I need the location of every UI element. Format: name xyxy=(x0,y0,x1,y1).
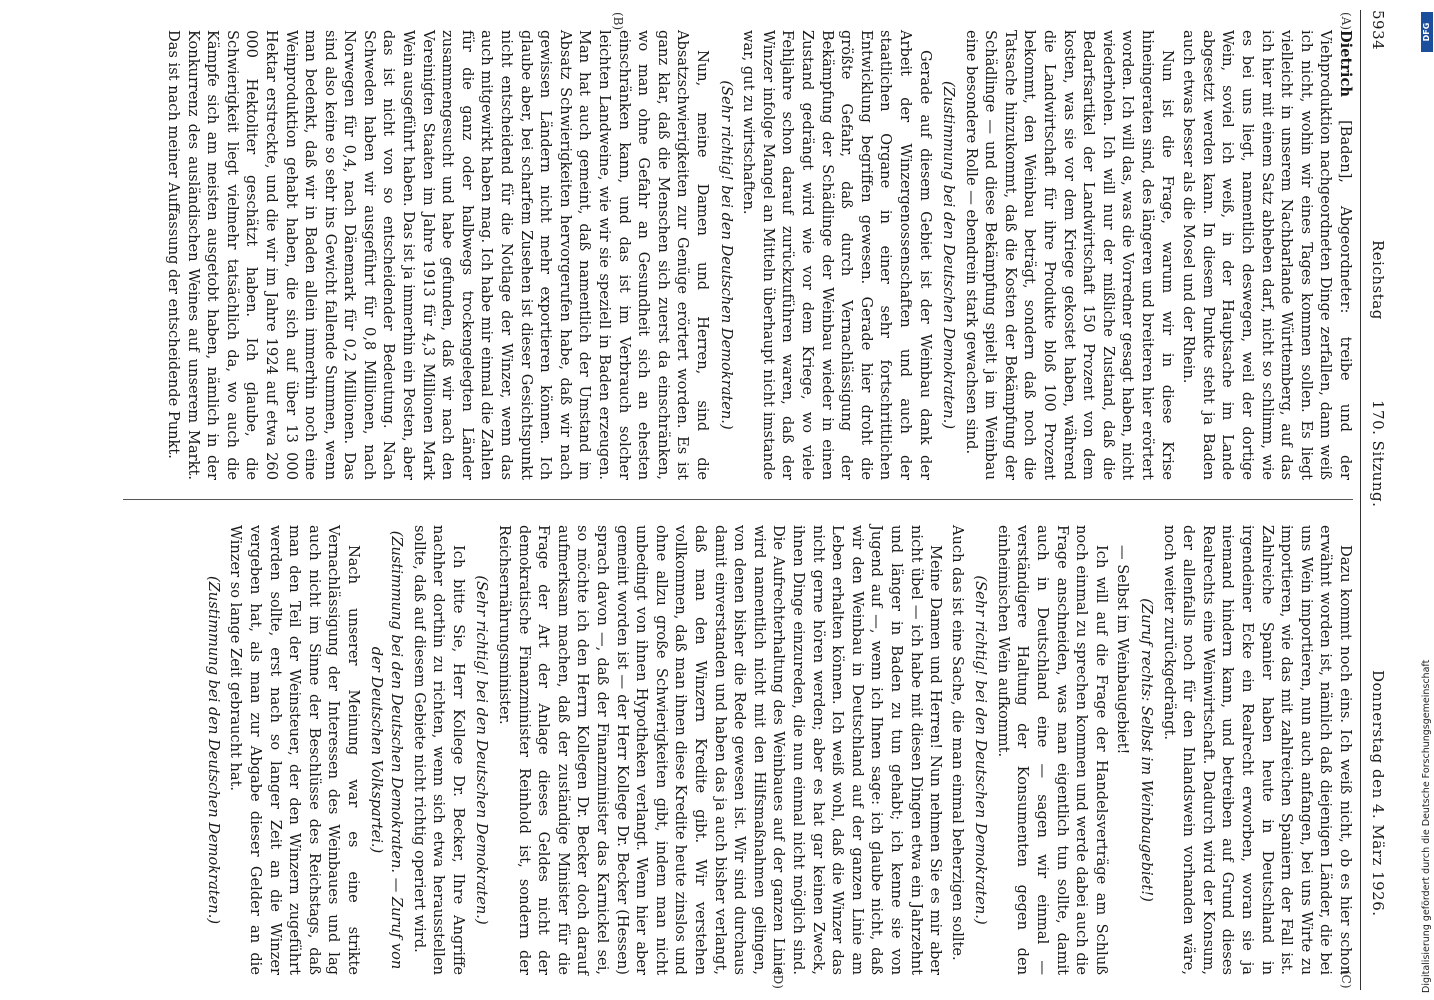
paragraph: Dazu kommt noch eins. Ich weiß nicht, ob es hier schon erwähnt worden ist, nämlich daß diejenigen Länder, die bei uns Wein importieren, nun auch anfangen, bei uns Wirte zu importieren, wie das mit zahlreichen Spaniern der Fall ist. Zahlreiche Spanier haben heute in Deutschland in irgendeiner Ecke ein Realrecht erworben, woran sie ja niemand hindern kann, und betreiben auf Grund dieses Realrechts eine Weinwirtschaft. Dadurch wird der Konsum, der allenfalls noch für den Inlandswein vorhanden wäre, noch weiter zurückgedrängt. xyxy=(1160,525,1354,975)
margin-mark-a: (A) xyxy=(1339,12,1353,31)
dfg-logo-icon: DFG xyxy=(1421,12,1433,52)
paragraph: Ich bitte Sie, Herr Kollege Dr. Becker, Ihre Angriffe nachher dorthin zu richten, wenn sich etwa herausstellen sollte, daß auf diesem Gebiete nicht richtig operiert wird. xyxy=(410,525,467,975)
header-rule xyxy=(1360,10,1361,990)
margin-mark-c: (C) xyxy=(1339,970,1353,989)
paragraph: Auch das ist eine Sache, die man einmal beherzigen sollte. xyxy=(948,525,966,961)
header-title: Reichstag xyxy=(1369,240,1387,320)
paragraph: Ich will auf die Frage der Handelsverträge am Schluß noch einmal zu sprechen kommen und werde dabei auch die Frage anschneiden, was man eigentlich tun sollte, damit auch in Deutschland eine — sagen wir einmal — verständigere Haltung der Konsumenten gegen den einheimischen Wein aufkommt. xyxy=(994,525,1110,975)
paragraph: Nun ist die Frage, warum wir in diese Krise hineingeraten sind, des längeren und breiteren hier erörtert worden. Ich will das, was die Vorredner gesagt haben, nicht wiederholen. Ich will nur der mißliche Zustand, daß die Bedarfsartikel der Landwirtschaft 150 Prozent von dem kosten, was sie vor dem Kriege gekostet haben, während die Landwirtschaft für ihre Produkte bloß 100 Prozent bekommt, den Weinbau beträgt, sondern daß noch die Tatsache hinzukommt, daß die Kosten der Bekämpfung der Schädlinge — und diese Bekämpfung spielt ja im Weinbau eine besondere Rolle — ebendrein stark gewachsen sind. xyxy=(962,30,1176,480)
speaker-note: [Baden], Abgeordneter: xyxy=(1337,120,1354,314)
digitization-watermark xyxy=(1420,8,1434,993)
left-column xyxy=(161,30,1355,480)
document-page xyxy=(105,10,1395,990)
margin-mark-b: (B) xyxy=(611,12,625,31)
page-number: 5934 xyxy=(1369,10,1387,51)
interjection: (Sehr richtig! bei den Deutschen Demokraten.) xyxy=(717,80,735,430)
margin-mark-d: (D) xyxy=(771,970,785,989)
paragraph: Nun, meine Damen und Herren, sind die Absatzschwierigkeiten zur Genüge erörtert worden. Es ist ganz klar, daß die Menschen sich zuerst da einschränken, wo man ohne Gefahr an Gesundheit sich an ehesten einschränken kann, und das ist im Verbrauch solcher leichten Landweine, wie wir sie speziell in Baden erzeugen. Man hat auch gemeint, daß namentlich der Umstand im Absatz Schwierigkeiten hervorgerufen habe, daß wir nach gewissen Ländern nicht mehr exportieren können. Ich glaube aber, bei scharfem Zusehen ist dieser Gesichtspunkt nicht entscheidend für die Notlage der Winzer, wenn das auch mitgewirkt haben mag. Ich habe mir einmal die Zahlen für die ganz oder halbwegs trockengelegten Länder zusammengesucht und habe gefunden, daß wir nach den Vereinigten Staaten im Jahre 1913 für 4,3 Millionen Mark Wein ausgeführt haben. Das ist ja immerhin ein Posten, aber das ist nicht von so entscheidender Bedeutung. Nach Schweden haben wir ausgeführt für 0,8 Millionen, nach Norwegen für 0,4, nach Dänemark für 0,2 Millionen. Das sind also keine so sehr ins Gewicht fallende Summen, wenn man bedenkt, daß wir in Baden allein immerhin noch eine Weinproduktion gehabt haben, die sich auf über 13 000 Hektar erstreckte, und die wir im Jahre 1924 auf etwa 260 000 Hektoliter geschätzt haben. Ich glaube, die Schwierigkeit liegt vielmehr tatsächlich da, wo auch die Kämpfe sich am meisten ausgetobt haben, nämlich in der Konkurrenz des ausländischen Weines auf unserem Markt. Das ist nach meiner Auffassung der entscheidende Punkt. xyxy=(164,30,711,480)
paragraph: Meine Damen und Herren! Nun nehmen Sie es mir aber nicht übel — ich habe mit diesen Dingen etwa ein Jahrzehnt und länger in Baden zu tun gehabt; ich kenne sie von Jugend auf —, wenn ich Ihnen sage: ich glaube nicht, daß wir den Weinbau in Deutschland auf der ganzen Linie am Leben erhalten können. Ich weiß wohl, daß die Winzer das nicht gerne hören werden; aber es hat gar keinen Zweck, ihnen Dinge einzureden, die nun einmal nicht möglich sind. Die Aufrechterhaltung des Weinbaues auf der ganzen Linie wird namentlich nicht mit den Hilfsmaßnahmen gelingen, von denen bisher die Rede gewesen ist. Wir sind durchaus damit einverstanden und haben das ja auch bisher verlangt, daß man den Winzern Kredite gibt. Wir verstehen vollkommen, daß man ihnen diese Kredite heute zinslos und ohne allzu große Schwierigkeiten gibt, indem man nicht unbedingt von ihnen Hypotheken verlangt. Wenn hier aber gemeint worden ist — der Herr Kollege Dr. Becker (Hessen) sprach davon —, daß der Finanzminister das Karnickel sei, so möchte ich den Herrn Kollegen Dr. Becker doch darauf aufmerksam machen, daß der zuständige Minister für die Frage der Art der Anlage dieses Geldes nicht der demokratische Finanzminister Reinhold ist, sondern der Reichsernährungsminister. xyxy=(496,525,945,975)
speaker-name: Dietrich xyxy=(1337,30,1354,97)
interjection: (Zustimmung bei den Deutschen Demokraten. — Zuruf von der Deutschen Volkspartei.) xyxy=(368,530,406,970)
speech-opening xyxy=(1179,30,1355,480)
paragraph: — Selbst im Weinbaugebiet! xyxy=(1114,545,1132,755)
paragraph: Gerade auf diesem Gebiet ist der Weinbau dank der Arbeit der Winzergenossenschaften und auch der staatlichen Organe in einer sehr fortschrittlichen Entwicklung begriffen gewesen. Gerade hier droht die größte Gefahr, daß durch Vernachlässigung der Bekämpfung der Schädlinge der Weinbau wieder in einen Zustand gedrängt wird wie vor dem Kriege, wo viele Fehljahre schon darauf zurückzuführen waren, daß der Winzer infolge Mangel an Mitteln überhaupt nicht imstande war, gut zu wirtschaften. xyxy=(740,30,934,480)
column-rule xyxy=(123,499,1353,500)
watermark-text: Digitalisierung gefördert durch die Deutsche Forschungsgemeinschaft xyxy=(1421,659,1432,993)
header-date: Donnerstag den 4. März 1926. xyxy=(1369,670,1387,917)
right-column xyxy=(199,525,1355,975)
interjection: (Zuruf rechts: Selbst im Weinbaugebiet!) xyxy=(1138,598,1156,902)
page-header xyxy=(1359,10,1395,990)
interjection: (Zustimmung bei den Deutschen Demokraten.) xyxy=(204,575,222,925)
paragraph: treibe und der Viehproduktion nachgeordneten Dinge zerfallen, dann weiß ich nicht, wohin wir eines Tages kommen sollen. Es liegt vielleicht in unserem Nachbarlande Württemberg, auf das ich hier mit einem Satz abheben darf, nicht so schlimm, wie es bei uns liegt, namentlich deswegen, weil der dortige Wein, soviel ich weiß, in der Hauptsache im Lande abgesetzt werden kann. In diesem Punkte steht ja Baden auch etwas besser als die Mosel und der Rhein. xyxy=(1180,30,1354,481)
interjection: (Sehr richtig! bei den Deutschen Demokraten.) xyxy=(972,575,990,925)
interjection: (Zustimmung bei den Deutschen Demokraten.) xyxy=(940,80,958,430)
paragraph: Nach unserer Meinung war es eine strikte Vernachlässigung der Interessen des Weinbaues und lag auch nicht im Sinne der Beschlüsse des Reichstags, daß man den Teil der Weinsteuer, der den Winzern zugeführt werden sollte, erst nach so langer Zeit an die Winzer vergeben hat, als man zur Abgabe dieser Gelder an die Winzer so lange Zeit gebraucht hat. xyxy=(227,525,362,975)
header-session: 170. Sitzung. xyxy=(1369,400,1387,508)
interjection: (Sehr richtig! bei den Deutschen Demokraten.) xyxy=(473,575,491,925)
